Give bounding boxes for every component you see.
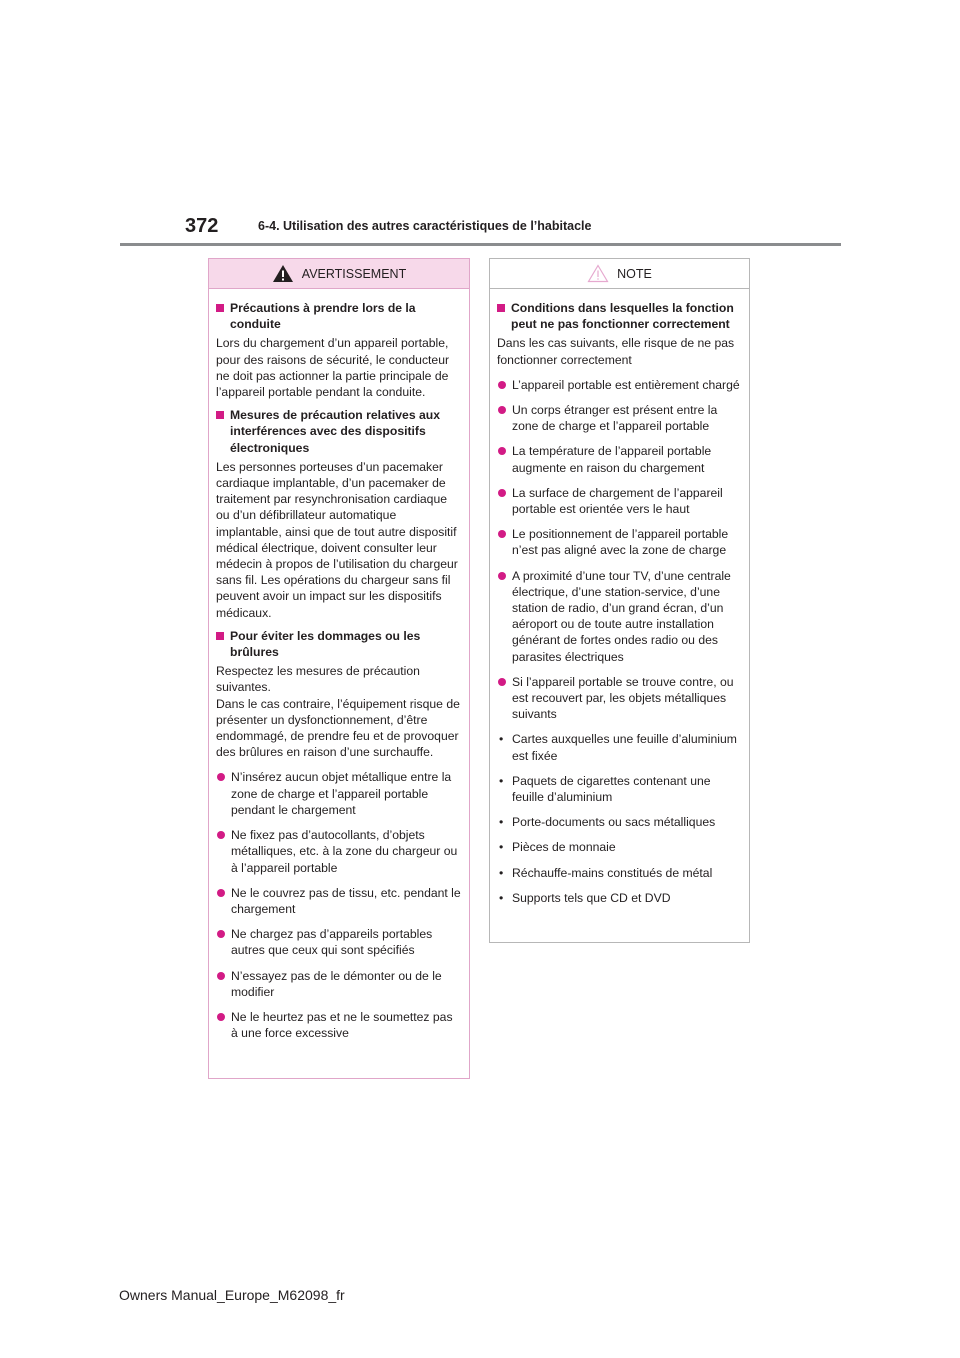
note-title: NOTE xyxy=(617,266,652,281)
page-number: 372 xyxy=(185,215,219,237)
small-bullet-icon: • xyxy=(499,773,504,788)
list-item: Ne le heurtez pas et ne le soumettez pas à une force excessive xyxy=(216,1009,462,1041)
sub-list-item: • Réchauffe-mains constitués de métal xyxy=(499,865,713,880)
warning-heading-interference: Mesures de précaution relatives aux interférences avec des dispositifs électroniques xyxy=(216,407,462,456)
warning-title: AVERTISSEMENT xyxy=(301,266,407,281)
note-header xyxy=(490,259,749,289)
list-item: Ne fixez pas d’autocollants, d’objets métalliques, etc. à la zone du chargeur ou à l’appareil portable xyxy=(216,827,462,876)
warning-heading-driving: Précautions à prendre lors de la conduite xyxy=(216,300,462,332)
sub-list-item: • Cartes auxquelles une feuille d’aluminium est fixée xyxy=(499,732,737,763)
sub-list-item: • Porte-documents ou sacs métalliques xyxy=(499,815,716,830)
warning-text-damage-2: Dans le cas contraire, l’équipement risque de présenter un dysfonctionnement, d’être endommagé, de prendre feu et de provoquer des brûlures en raison d’une surchauffe. xyxy=(216,696,460,760)
round-bullet-icon xyxy=(498,489,506,497)
square-bullet-icon xyxy=(216,632,224,640)
small-bullet-icon: • xyxy=(499,815,504,830)
note-text: Dans les cas suivants, elle risque de ne pas fonctionner correctement xyxy=(497,336,735,367)
sub-list-item: • Paquets de cigarettes contenant une feuille d’aluminium xyxy=(499,773,711,805)
list-item: N’essayez pas de le démonter ou de le modifier xyxy=(216,968,462,1000)
round-bullet-icon xyxy=(217,831,225,839)
round-bullet-icon xyxy=(498,447,506,455)
small-bullet-icon: • xyxy=(499,890,504,905)
warning-triangle-icon xyxy=(272,264,294,283)
list-item: La température de l’appareil portable augmente en raison du chargement xyxy=(497,443,742,475)
warning-text-driving: Lors du chargement d’un appareil portable, pour des raisons de sécurité, le conducteur ne doit pas actionner la partie principale de l’appareil portable pendant la conduite. xyxy=(216,336,450,400)
warning-body xyxy=(209,289,469,1041)
list-item: Si l’appareil portable se trouve contre, ou est recouvert par, les objets métalliques suivants xyxy=(497,674,742,723)
round-bullet-icon xyxy=(498,678,506,686)
note-heading: Conditions dans lesquelles la fonction peut ne pas fonctionner correctement xyxy=(497,300,742,332)
square-bullet-icon xyxy=(216,411,224,419)
round-bullet-icon xyxy=(217,889,225,897)
square-bullet-icon xyxy=(216,304,224,312)
warning-box xyxy=(208,258,470,1079)
warning-text-damage: Respectez les mesures de précaution suivantes. xyxy=(216,664,420,695)
round-bullet-icon xyxy=(217,773,225,781)
list-item: N’insérez aucun objet métallique entre la zone de charge et l’appareil portable pendant le chargement xyxy=(216,769,462,818)
round-bullet-icon xyxy=(498,530,506,538)
warning-header xyxy=(209,259,469,289)
sub-list-item: • Pièces de monnaie xyxy=(499,840,616,855)
section-title: 6-4. Utilisation des autres caractéristiques de l’habitacle xyxy=(258,219,592,233)
round-bullet-icon xyxy=(217,1013,225,1021)
round-bullet-icon xyxy=(498,381,506,389)
list-item: Ne chargez pas d’appareils portables autres que ceux qui sont spécifiés xyxy=(216,926,462,958)
note-body xyxy=(490,289,749,906)
sub-list-item: • Supports tels que CD et DVD xyxy=(499,890,671,905)
footer-document-id: Owners Manual_Europe_M62098_fr xyxy=(119,1287,345,1303)
list-item: Ne le couvrez pas de tissu, etc. pendant le chargement xyxy=(216,885,462,917)
list-item: La surface de chargement de l’appareil portable est orientée vers le haut xyxy=(497,485,742,517)
header-rule xyxy=(120,243,841,246)
list-item: L’appareil portable est entièrement chargé xyxy=(497,377,742,393)
note-box xyxy=(489,258,750,943)
round-bullet-icon xyxy=(217,972,225,980)
round-bullet-icon xyxy=(498,572,506,580)
small-bullet-icon: • xyxy=(499,732,504,747)
round-bullet-icon xyxy=(498,406,506,414)
warning-text-interference: Les personnes porteuses d’un pacemaker cardiaque implantable, d’un pacemaker de traitement par resynchronisation cardiaque ou d’un défibrillateur automatique implantable, ainsi que de tout autre dispositif médical électrique, doivent consulter leur médecin à propos de l’utilisation du chargeur sans fil. Les opérations du chargeur sans fil peuvent avoir un impact sur les dispositifs médicaux. xyxy=(216,459,458,620)
square-bullet-icon xyxy=(497,304,505,312)
warning-heading-damage: Pour éviter les dommages ou les brûlures xyxy=(216,628,462,660)
list-item: Un corps étranger est présent entre la zone de charge et l’appareil portable xyxy=(497,402,742,434)
list-item: A proximité d’une tour TV, d’une centrale électrique, d’une station-service, d’une station de radio, d’un grand écran, d’un aéroport ou de toute autre installation générant de fortes ondes radio ou des parasites électriques xyxy=(497,568,742,665)
small-bullet-icon: • xyxy=(499,865,504,880)
small-bullet-icon: • xyxy=(499,840,504,855)
round-bullet-icon xyxy=(217,930,225,938)
list-item: Le positionnement de l’appareil portable n’est pas aligné avec la zone de charge xyxy=(497,526,742,558)
caution-triangle-icon xyxy=(587,264,609,283)
